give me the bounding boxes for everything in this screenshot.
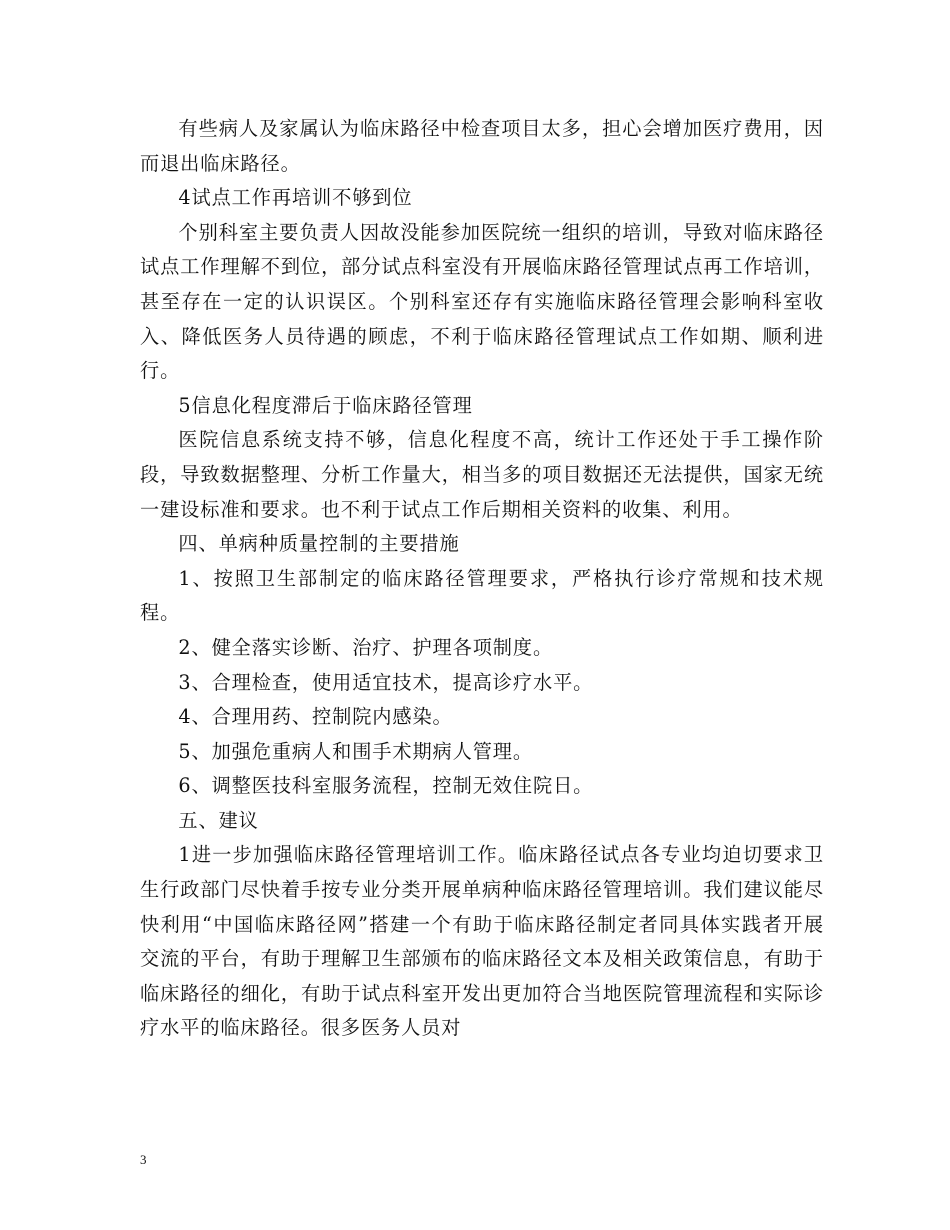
list-item-measure-3: 3、合理检查，使用适宜技术，提高诊疗水平。 xyxy=(178,670,594,694)
list-item-measure-1: 1、按照卫生部制定的临床路径管理要求，严格执行诊疗常规和技术规程。 xyxy=(140,566,824,625)
paragraph-training-issue: 个别科室主要负责人因故没能参加医院统一组织的培训，导致对临床路径试点工作理解不到位，部分试点科室没有开展临床路径管理试点再工作培训，甚至存在一定的认识误区。个别科室还存有实施临床路径管理会影响科室收入、降低医务人员待遇的顾虑，不利于临床路径管理试点工作如期、顺利进行。 xyxy=(140,220,824,383)
heading-informatization: 5信息化程度滞后于临床路径管理 xyxy=(178,393,473,417)
paragraph-suggestion-1: 1进一步加强临床路径管理培训工作。临床路径试点各专业均迫切要求卫生行政部门尽快着手按专业分类开展单病种临床路径管理培训。我们建议能尽快利用“中国临床路径网”搭建一个有助于临床路径制定者同具体实践者开展交流的平台，有助于理解卫生部颁布的临床路径文本及相关政策信息，有助于临床路径的细化，有助于试点科室开发出更加符合当地医院管理流程和实际诊疗水平的临床路径。很多医务人员对 xyxy=(140,843,824,1040)
list-item-measure-5: 5、加强危重病人和围手术期病人管理。 xyxy=(178,739,533,763)
list-item-measure-4: 4、合理用药、控制院内感染。 xyxy=(178,705,453,729)
paragraph-continuation: 有些病人及家属认为临床路径中检查项目太多，担心会增加医疗费用，因而退出临床路径。 xyxy=(140,117,824,175)
document-body xyxy=(140,112,824,1046)
list-item-measure-6: 6、调整医技科室服务流程，控制无效住院日。 xyxy=(178,774,594,798)
list-item-measure-2: 2、健全落实诊断、治疗、护理各项制度。 xyxy=(178,635,554,659)
page-number: 3 xyxy=(140,1152,147,1167)
section-heading-measures: 四、单病种质量控制的主要措施 xyxy=(178,532,460,556)
heading-pilot-retraining: 4试点工作再培训不够到位 xyxy=(178,186,413,210)
section-heading-suggestions: 五、建议 xyxy=(178,808,259,832)
paragraph-information-system: 医院信息系统支持不够，信息化程度不高，统计工作还处于手工操作阶段，导致数据整理、分析工作量大，相当多的项目数据还无法提供，国家无统一建设标准和要求。也不利于试点工作后期相关资料的收集、利用。 xyxy=(140,428,824,521)
